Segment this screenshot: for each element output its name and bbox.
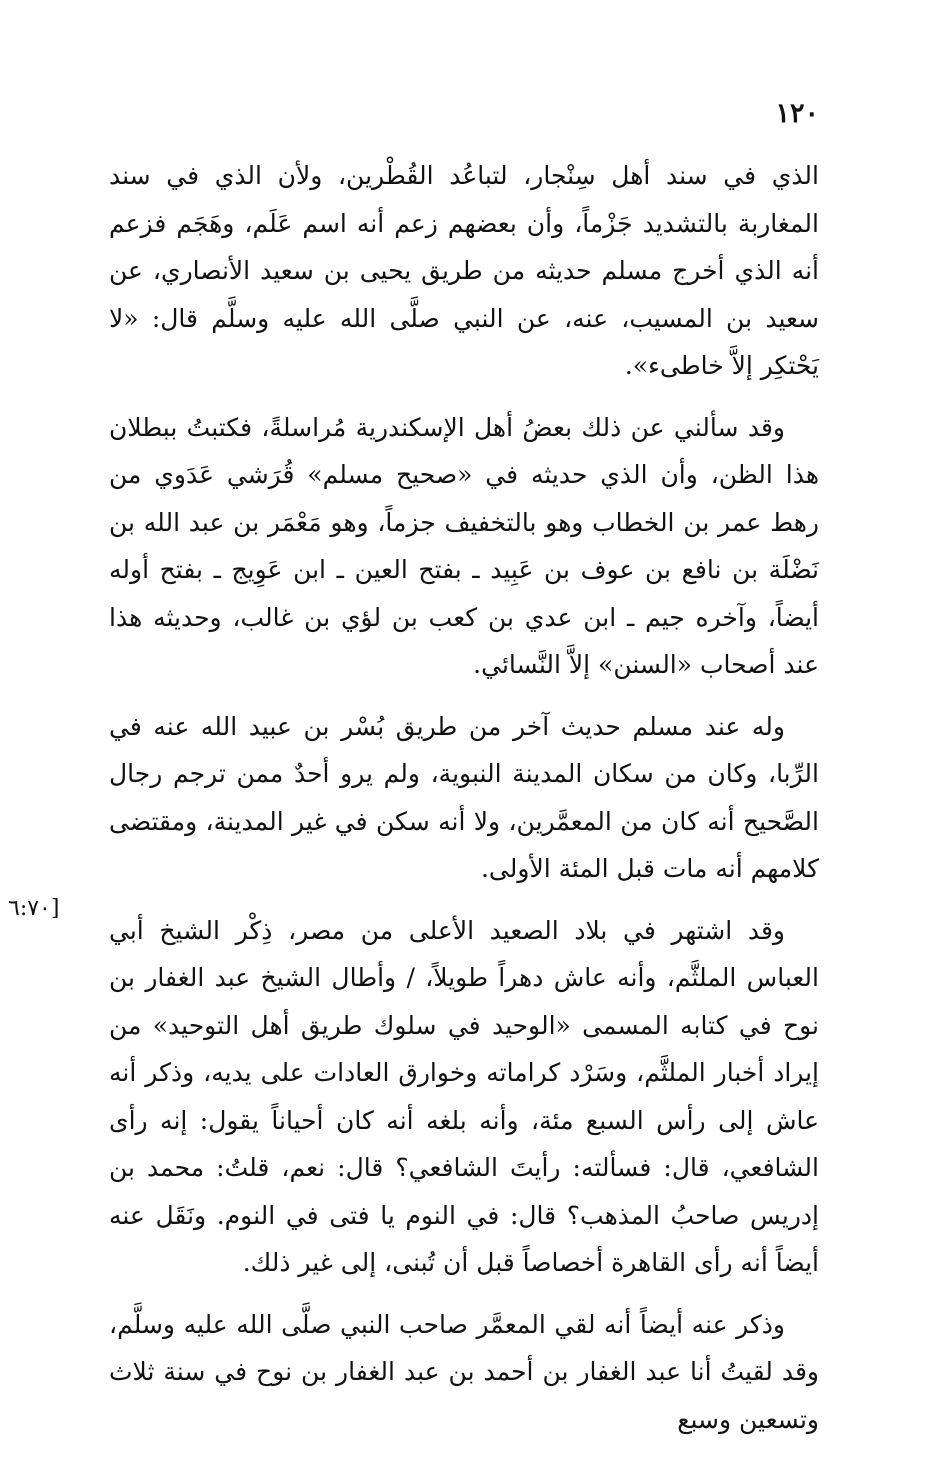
- paragraph-2: وقد سألني عن ذلك بعضُ أهل الإسكندرية مُراسلةً، فكتبتُ ببطلان هذا الظن، وأن الذي حديثه في «صحيح مسلم» قُرَشي عَدَوي من رهط عمر بن الخطاب وهو بالتخفيف جزماً، وهو مَعْمَر بن عبد الله بن نَضْلَة بن نافع بن عوف بن عَبِيد ـ بفتح العين ـ ابن عَوِيج ـ بفتح أوله أيضاً، وآخره جيم ـ ابن عدي بن كعب بن لؤي بن غالب، وحديثه هذا عند أصحاب «السنن» إلاَّ النَّسائي.: [109, 412, 819, 679]
- paragraph-3: وله عند مسلم حديث آخر من طريق بُسْر بن عبيد الله عنه في الرِّبا، وكان من سكان المدينة النبوية، ولم يرو أحدٌ ممن ترجم رجال الصَّحيح أنه كان من المعمَّرين، ولا أنه سكن في غير المدينة، ومقتضى كلامهم أنه مات قبل المئة الأولى.: [109, 711, 819, 883]
- paragraph-5: وذكر عنه أيضاً أنه لقي المعمَّر صاحب النبي صلَّى الله عليه وسلَّم، وقد لقيتُ أنا عبد الغفار بن أحمد بن عبد الغفار بن نوح في سنة ثلاث وتسعين وسبع: [109, 1309, 819, 1434]
- margin-reference: [٦:٧٠: [8, 896, 60, 921]
- page-number: ١٢٠: [775, 98, 819, 129]
- paragraph-1: الذي في سند أهل سِنْجار، لتباعُد القُطْرين، ولأن الذي في سند المغاربة بالتشديد جَزْماً، وأن بعضهم زعم أنه اسم عَلَم، وهَجَم فزعم أنه الذي أخرج مسلم حديثه من طريق يحيى بن سعيد الأنصاري، عن سعيد بن المسيب، عنه، عن النبي صلَّى الله عليه وسلَّم قال: «لا يَحْتكِر إلاَّ خاطىء».: [109, 161, 819, 380]
- body-text: [109, 152, 819, 1457]
- paragraph-4: وقد اشتهر في بلاد الصعيد الأعلى من مصر، ذِكْر الشيخ أبي العباس الملثَّم، وأنه عاش دهراً طويلاً، / وأطال الشيخ عبد الغفار بن نوح في كتابه المسمى «الوحيد في سلوك طريق أهل التوحيد» من إيراد أخبار الملثَّم، وسَرْد كراماته وخوارق العادات على يديه، وذكر أنه عاش إلى رأس السبع مئة، وأنه بلغه أنه كان أحياناً يقول: إنه رأى الشافعي، قال: فسألته: رأيتَ الشافعي؟ قال: نعم، قلتُ: محمد بن إدريس صاحبُ المذهب؟ قال: في النوم يا فتى في النوم. ونَقَل عنه أيضاً أنه رأى القاهرة أخصاصاً قبل أن تُبنى، إلى غير ذلك.: [109, 915, 819, 1277]
